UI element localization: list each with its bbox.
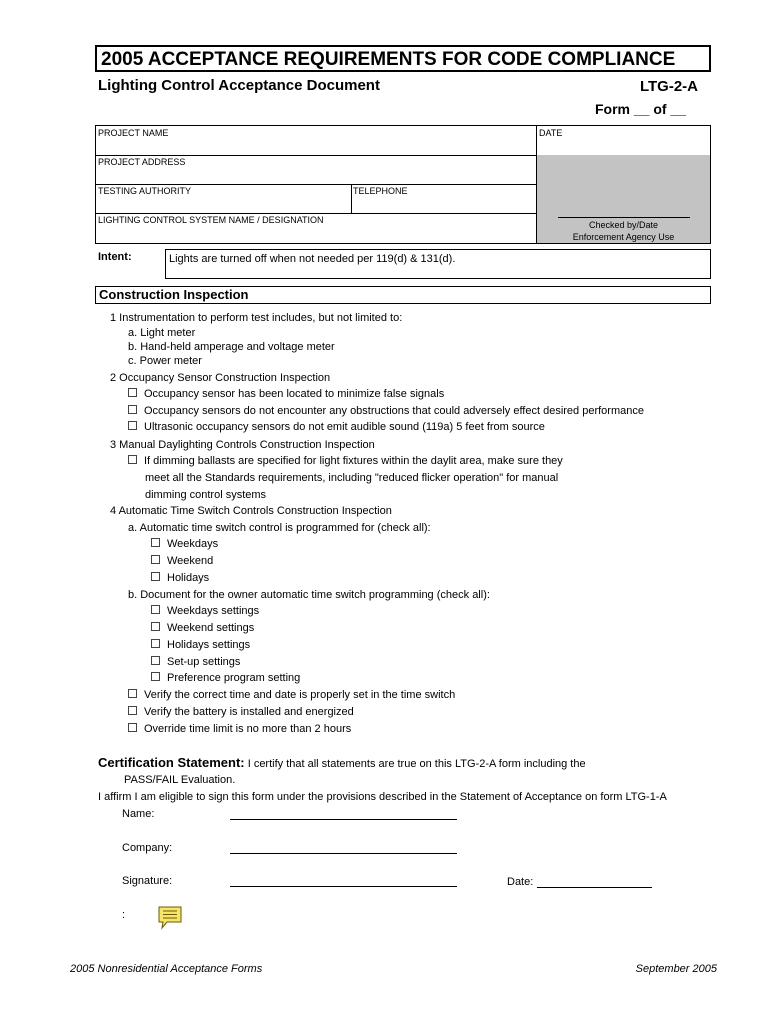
- project-info-box: [95, 125, 711, 244]
- form-page-of: Form __ of __: [594, 101, 686, 117]
- checklist-item-text: Override time limit is no more than 2 hours: [144, 723, 352, 735]
- checkbox[interactable]: [151, 672, 160, 681]
- form-code: LTG-2-A: [639, 78, 698, 95]
- checklist-item-text: Weekdays: [167, 538, 219, 550]
- checkbox[interactable]: [151, 656, 160, 665]
- certification-text-cont: PASS/FAIL Evaluation.: [124, 774, 236, 786]
- project-address-field[interactable]: PROJECT ADDRESS: [98, 157, 186, 167]
- checkbox[interactable]: [151, 538, 160, 547]
- sign-date-field[interactable]: [537, 887, 652, 888]
- checklist-item[interactable]: [128, 689, 455, 702]
- checklist-item[interactable]: [128, 723, 351, 736]
- checklist-item[interactable]: [128, 455, 563, 468]
- item-4b: b. Document for the owner automatic time switch programming (check all):: [128, 589, 490, 601]
- telephone-field[interactable]: TELEPHONE: [353, 186, 408, 196]
- checklist-item-text: Ultrasonic occupancy sensors do not emit audible sound (119a) 5 feet from source: [144, 421, 545, 433]
- checklist-item[interactable]: [128, 706, 354, 719]
- checkbox[interactable]: [151, 572, 160, 581]
- colon-label: :: [122, 909, 126, 921]
- checkbox[interactable]: [128, 421, 137, 430]
- signature-field[interactable]: [230, 886, 457, 887]
- checklist-item[interactable]: [151, 622, 254, 635]
- checkbox[interactable]: [128, 723, 137, 732]
- checked-by-label: Checked by/Date: [588, 220, 659, 230]
- date-field[interactable]: DATE: [539, 128, 563, 138]
- footer-left: 2005 Nonresidential Acceptance Forms: [70, 963, 263, 975]
- note-icon[interactable]: [158, 906, 182, 930]
- intent-label: Intent:: [98, 251, 132, 263]
- certification-text: I certify that all statements are true on this LTG-2-A form including the: [247, 758, 586, 770]
- sign-date-label: Date:: [507, 876, 534, 888]
- checklist-item[interactable]: [151, 656, 240, 669]
- checkbox[interactable]: [128, 689, 137, 698]
- checkbox[interactable]: [128, 455, 137, 464]
- affirm-text: I affirm I am eligible to sign this form under the provisions described in the Statement of Acceptance on form LTG-1-A: [98, 791, 667, 803]
- divider: [351, 184, 352, 213]
- item-1b: b. Hand-held amperage and voltage meter: [128, 341, 335, 353]
- checkbox[interactable]: [151, 605, 160, 614]
- signature-label: Signature:: [122, 875, 173, 887]
- item-4a: a. Automatic time switch control is programmed for (check all):: [128, 522, 431, 534]
- form-title: 2005 ACCEPTANCE REQUIREMENTS FOR CODE COMPLIANCE: [95, 45, 711, 72]
- checkbox[interactable]: [128, 706, 137, 715]
- certification-statement: [98, 755, 586, 772]
- construction-inspection-header: Construction Inspection: [95, 286, 711, 304]
- checklist-item-text: Verify the correct time and date is properly set in the time switch: [144, 689, 456, 701]
- checklist-item-text: Occupancy sensor has been located to minimize false signals: [144, 388, 445, 400]
- divider: [96, 213, 537, 214]
- checklist-item-text: Preference program setting: [167, 672, 301, 684]
- checklist-item-cont: dimming control systems: [145, 489, 267, 501]
- footer-right: September 2005: [635, 963, 717, 975]
- checkbox[interactable]: [151, 555, 160, 564]
- checklist-item[interactable]: [128, 388, 444, 401]
- checklist-item-text: Occupancy sensors do not encounter any obstructions that could adversely effect desired performance: [144, 405, 644, 417]
- checkbox[interactable]: [151, 639, 160, 648]
- checkbox[interactable]: [151, 622, 160, 631]
- item-1a: a. Light meter: [128, 327, 196, 339]
- divider: [96, 155, 537, 156]
- item-1: 1 Instrumentation to perform test includes, but not limited to:: [110, 312, 403, 324]
- checklist-item[interactable]: [151, 605, 259, 618]
- checklist-item[interactable]: [128, 405, 644, 418]
- checklist-item[interactable]: [151, 555, 213, 568]
- checklist-item-text: Holidays: [167, 572, 210, 584]
- checklist-item-text: Verify the battery is installed and energized: [144, 706, 354, 718]
- checklist-item[interactable]: [151, 538, 218, 551]
- item-1c: c. Power meter: [128, 355, 202, 367]
- checklist-item[interactable]: [151, 572, 209, 585]
- checklist-item-text: If dimming ballasts are specified for light fixtures within the daylit area, make sure they: [144, 455, 563, 467]
- company-field[interactable]: [230, 853, 457, 854]
- item-4: 4 Automatic Time Switch Controls Construction Inspection: [110, 505, 392, 517]
- certification-title: Certification Statement:: [98, 755, 245, 770]
- checkbox[interactable]: [128, 388, 137, 397]
- checklist-item[interactable]: [128, 421, 545, 434]
- checklist-item-text: Weekend: [167, 555, 214, 567]
- checkbox[interactable]: [128, 405, 137, 414]
- divider: [96, 184, 537, 185]
- system-name-field[interactable]: LIGHTING CONTROL SYSTEM NAME / DESIGNATION: [98, 215, 324, 225]
- item-2: 2 Occupancy Sensor Construction Inspection: [110, 372, 331, 384]
- company-label: Company:: [122, 842, 173, 854]
- testing-authority-field[interactable]: TESTING AUTHORITY: [98, 186, 192, 196]
- checked-by-line: [558, 217, 690, 218]
- checklist-item[interactable]: [151, 672, 300, 685]
- enforcement-label: Enforcement Agency Use: [572, 232, 675, 242]
- project-name-field[interactable]: PROJECT NAME: [98, 128, 169, 138]
- intent-text: Lights are turned off when not needed per 119(d) & 131(d).: [165, 249, 711, 279]
- checklist-item-text: Weekend settings: [167, 622, 255, 634]
- form-subtitle: [95, 76, 714, 98]
- name-field[interactable]: [230, 819, 457, 820]
- checklist-item-text: Holidays settings: [167, 639, 251, 651]
- checklist-item[interactable]: [151, 639, 250, 652]
- name-label: Name:: [122, 808, 155, 820]
- checklist-item-text: Weekdays settings: [167, 605, 260, 617]
- item-3: 3 Manual Daylighting Controls Construction Inspection: [110, 439, 375, 451]
- checklist-item-text: Set-up settings: [167, 656, 241, 668]
- checklist-item-cont: meet all the Standards requirements, including "reduced flicker operation" for manual: [145, 472, 559, 484]
- subtitle-text: Lighting Control Acceptance Document: [98, 77, 380, 94]
